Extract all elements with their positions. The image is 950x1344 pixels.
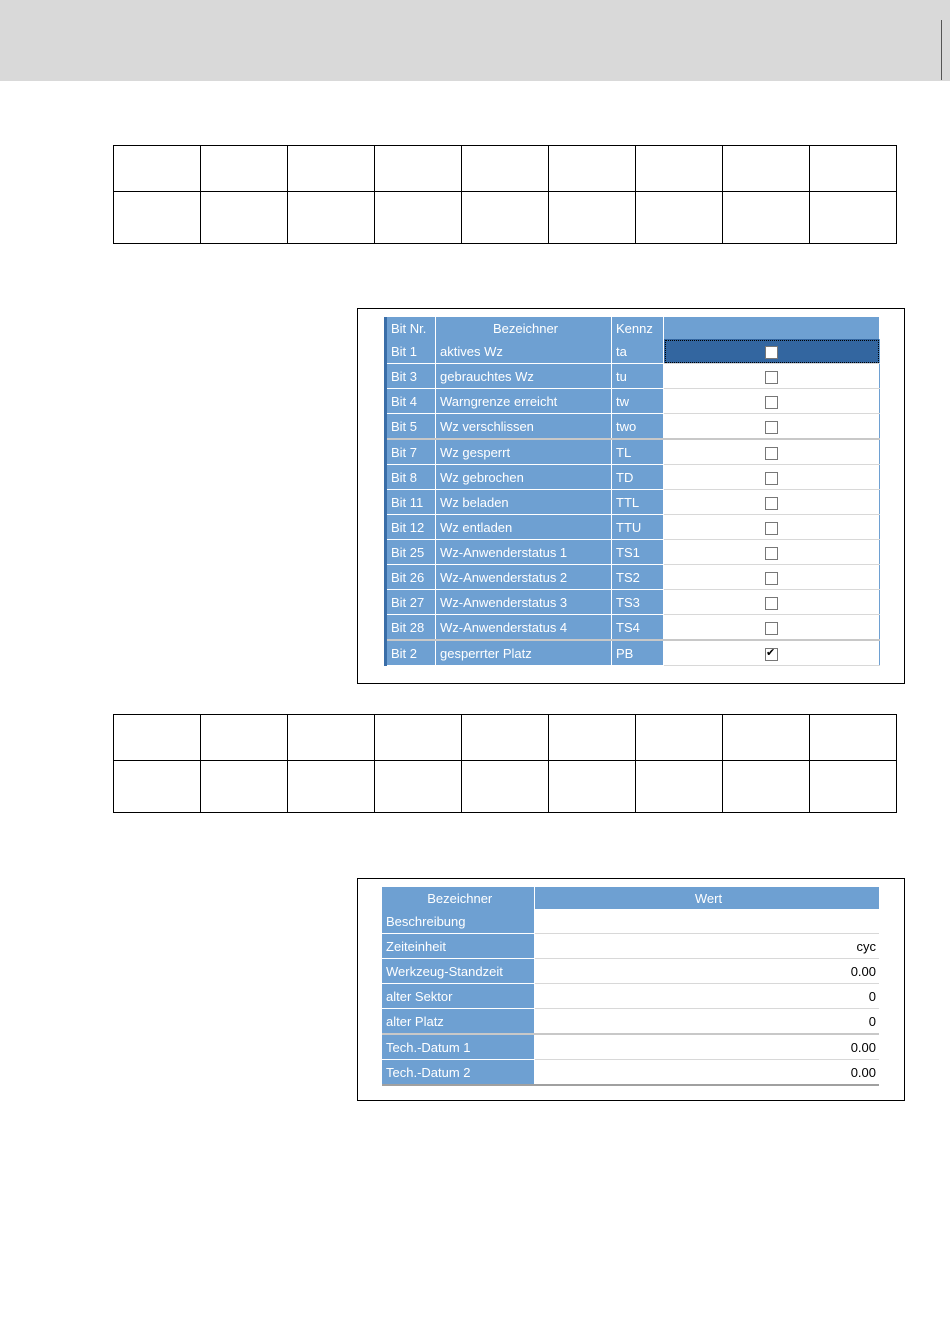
property-value[interactable]: 0.00 [534, 959, 879, 984]
kennz-cell: TD [612, 465, 664, 490]
table-header-row [382, 887, 879, 909]
table-row[interactable] [382, 1034, 879, 1060]
kennz-cell: ta [612, 339, 664, 364]
kennz-cell: TS1 [612, 540, 664, 565]
header-edge-line [941, 20, 942, 80]
property-name: Tech.-Datum 1 [382, 1034, 534, 1060]
kennz-cell: tw [612, 389, 664, 414]
bezeichner-cell: Warngrenze erreicht [436, 389, 612, 414]
bezeichner-cell: aktives Wz [436, 339, 612, 364]
property-value[interactable]: 0 [534, 984, 879, 1009]
tool-properties-panel [357, 878, 905, 1101]
value-cell[interactable] [664, 389, 880, 414]
bit-nr-cell: Bit 11 [386, 490, 436, 515]
checkbox[interactable] [765, 396, 778, 409]
table-row[interactable] [382, 959, 879, 984]
table-row[interactable] [386, 389, 880, 414]
table-row[interactable] [386, 515, 880, 540]
bit-nr-cell: Bit 28 [386, 615, 436, 641]
table-row[interactable] [386, 590, 880, 615]
empty-grid-top [113, 145, 897, 244]
bit-nr-cell: Bit 7 [386, 439, 436, 465]
value-cell[interactable] [664, 439, 880, 465]
bit-nr-cell: Bit 25 [386, 540, 436, 565]
page-header-bar [0, 0, 950, 81]
kennz-cell: TL [612, 439, 664, 465]
table-header-row [386, 317, 880, 339]
bezeichner-cell: Wz gesperrt [436, 439, 612, 465]
kennz-cell: tu [612, 364, 664, 389]
value-cell[interactable] [664, 339, 880, 364]
property-value[interactable]: cyc [534, 934, 879, 959]
grid-row [114, 192, 897, 244]
header-bezeichner[interactable]: Bezeichner [436, 317, 612, 339]
bezeichner-cell: Wz-Anwenderstatus 1 [436, 540, 612, 565]
value-cell[interactable] [664, 490, 880, 515]
table-row[interactable] [382, 1060, 879, 1086]
checkbox[interactable] [765, 371, 778, 384]
table-row[interactable] [382, 909, 879, 934]
property-value[interactable] [534, 909, 879, 934]
bit-nr-cell: Bit 27 [386, 590, 436, 615]
table-row[interactable] [382, 1009, 879, 1035]
header-bezeichner[interactable]: Bezeichner [382, 887, 534, 909]
table-row[interactable] [386, 414, 880, 440]
checkbox[interactable] [765, 447, 778, 460]
property-name: alter Sektor [382, 984, 534, 1009]
table-row[interactable] [386, 439, 880, 465]
bit-nr-cell: Bit 4 [386, 389, 436, 414]
header-kennz[interactable]: Kennz [612, 317, 664, 339]
table-row[interactable] [386, 490, 880, 515]
checkbox[interactable] [765, 622, 778, 635]
table-row[interactable] [386, 640, 880, 666]
kennz-cell: TTL [612, 490, 664, 515]
status-bits-table [384, 317, 880, 666]
table-row[interactable] [386, 364, 880, 389]
bit-nr-cell: Bit 26 [386, 565, 436, 590]
bezeichner-cell: Wz beladen [436, 490, 612, 515]
bezeichner-cell: gebrauchtes Wz [436, 364, 612, 389]
value-cell[interactable] [664, 565, 880, 590]
kennz-cell: TS3 [612, 590, 664, 615]
property-name: alter Platz [382, 1009, 534, 1035]
header-wert[interactable]: Wert [534, 887, 879, 909]
checkbox[interactable] [765, 572, 778, 585]
checkbox[interactable] [765, 421, 778, 434]
property-name: Tech.-Datum 2 [382, 1060, 534, 1086]
value-cell[interactable] [664, 540, 880, 565]
property-value[interactable]: 0.00 [534, 1060, 879, 1086]
table-row[interactable] [386, 339, 880, 364]
property-name: Zeiteinheit [382, 934, 534, 959]
bit-nr-cell: Bit 3 [386, 364, 436, 389]
bit-nr-cell: Bit 8 [386, 465, 436, 490]
header-value[interactable] [664, 317, 880, 339]
bit-nr-cell: Bit 1 [386, 339, 436, 364]
table-row[interactable] [382, 934, 879, 959]
checkbox[interactable] [765, 497, 778, 510]
bezeichner-cell: Wz verschlissen [436, 414, 612, 440]
grid-row [114, 761, 897, 813]
grid-row [114, 146, 897, 192]
table-row[interactable] [386, 565, 880, 590]
table-row[interactable] [386, 465, 880, 490]
kennz-cell: two [612, 414, 664, 440]
bezeichner-cell: Wz entladen [436, 515, 612, 540]
bit-nr-cell: Bit 5 [386, 414, 436, 440]
value-cell[interactable] [664, 615, 880, 641]
checkbox[interactable] [765, 472, 778, 485]
kennz-cell: TTU [612, 515, 664, 540]
value-cell[interactable] [664, 414, 880, 440]
checkbox[interactable] [765, 522, 778, 535]
bezeichner-cell: gesperrter Platz [436, 640, 612, 666]
tool-properties-table [382, 887, 880, 1086]
bit-nr-cell: Bit 12 [386, 515, 436, 540]
value-cell[interactable] [664, 590, 880, 615]
checkbox[interactable] [765, 648, 778, 661]
value-cell[interactable] [664, 515, 880, 540]
checkbox[interactable] [765, 547, 778, 560]
property-value[interactable]: 0.00 [534, 1034, 879, 1060]
bezeichner-cell: Wz-Anwenderstatus 4 [436, 615, 612, 641]
bezeichner-cell: Wz-Anwenderstatus 3 [436, 590, 612, 615]
value-cell[interactable] [664, 364, 880, 389]
bezeichner-cell: Wz-Anwenderstatus 2 [436, 565, 612, 590]
kennz-cell: TS2 [612, 565, 664, 590]
status-bits-panel [357, 308, 905, 684]
kennz-cell: TS4 [612, 615, 664, 641]
bit-nr-cell: Bit 2 [386, 640, 436, 666]
table-row[interactable] [382, 984, 879, 1009]
checkbox[interactable] [765, 346, 778, 359]
value-cell[interactable] [664, 465, 880, 490]
table-row[interactable] [386, 540, 880, 565]
value-cell[interactable] [664, 640, 880, 666]
checkbox[interactable] [765, 597, 778, 610]
kennz-cell: PB [612, 640, 664, 666]
empty-grid-middle [113, 714, 897, 813]
property-value[interactable]: 0 [534, 1009, 879, 1035]
header-bit-nr[interactable]: Bit Nr. [386, 317, 436, 339]
property-name: Werkzeug-Standzeit [382, 959, 534, 984]
table-row[interactable] [386, 615, 880, 641]
grid-row [114, 715, 897, 761]
bezeichner-cell: Wz gebrochen [436, 465, 612, 490]
property-name: Beschreibung [382, 909, 534, 934]
